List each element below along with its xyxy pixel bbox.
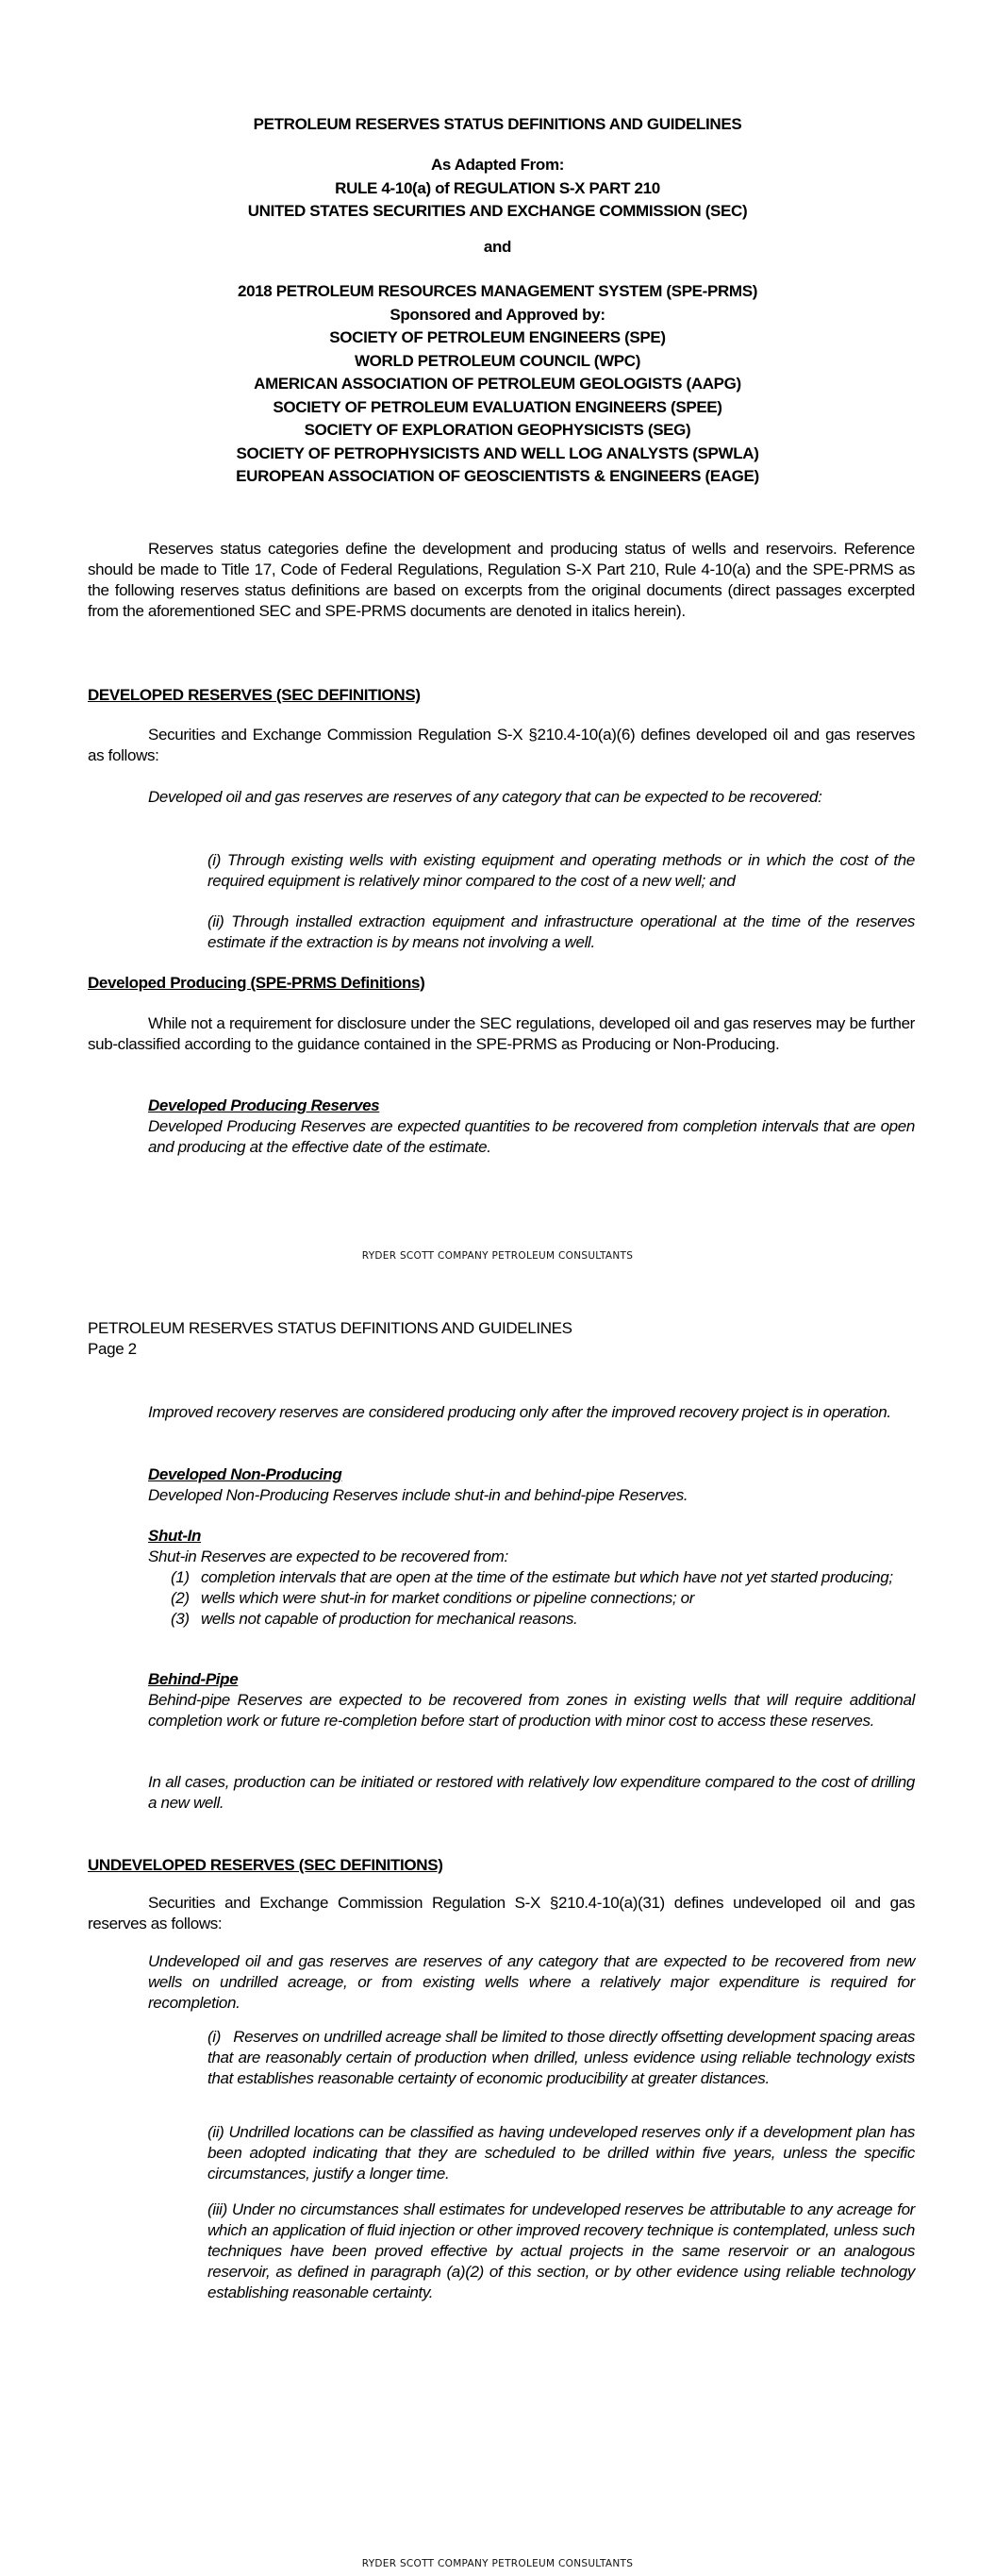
sponsor-line: 2018 PETROLEUM RESOURCES MANAGEMENT SYSTEM (SPE-PRMS) <box>237 282 758 300</box>
document-title: PETROLEUM RESERVES STATUS DEFINITIONS AND GUIDELINES <box>253 115 742 133</box>
dnp-heading: Developed Non-Producing <box>148 1465 342 1483</box>
dpr-heading: Developed Producing Reserves <box>148 1096 380 1114</box>
and-text: and <box>483 238 512 256</box>
dnp-text: Developed Non-Producing Reserves include shut-in and behind-pipe Reserves. <box>148 1486 688 1504</box>
sponsor-line: Sponsored and Approved by: <box>390 305 605 324</box>
undeveloped-paragraph: Securities and Exchange Commission Regulation S-X §210.4-10(a)(31) defines undeveloped oil and gas reserves as follows: <box>88 1894 915 1932</box>
developed-clause-i: (i) Through existing wells with existing equipment and operating methods or in which the cost of the required equipment is relatively minor compared to the cost of a new well; and <box>207 851 915 890</box>
undeveloped-quote: Undeveloped oil and gas reserves are reserves of any category that are expected to be recovered from new wells on undrilled acreage, or from existing wells where a relatively major expenditure is required for recompletion. <box>148 1952 915 2012</box>
list-item <box>148 1567 915 1588</box>
shut-in-list <box>148 1567 915 1630</box>
adapted-line: RULE 4-10(a) of REGULATION S-X PART 210 <box>335 178 660 197</box>
adapted-line: UNITED STATES SECURITIES AND EXCHANGE COMMISSION (SEC) <box>247 202 748 220</box>
sponsor-line: SOCIETY OF PETROLEUM EVALUATION ENGINEERS (SPEE) <box>273 397 722 416</box>
undeveloped-clause-i: (i) Reserves on undrilled acreage shall be limited to those directly offsetting development spacing areas that are reasonably certain of production when drilled, unless evidence using reliable technology exists that establishes reasonable certainty of economic producibility at greater distances. <box>207 2028 920 2087</box>
behind-pipe-text: Behind-pipe Reserves are expected to be recovered from zones in existing wells that will require additional completion work or future re-completion before start of production with minor cost to access these reserves. <box>148 1691 915 1730</box>
sponsor-line: SOCIETY OF PETROLEUM ENGINEERS (SPE) <box>329 328 666 346</box>
list-text: completion intervals that are open at the time of the estimate but which have not yet started producing; <box>201 1568 893 1586</box>
page-number: Page 2 <box>88 1340 137 1358</box>
company-footer-logo: RYDER SCOTT COMPANY PETROLEUM CONSULTANTS <box>361 2558 634 2569</box>
behind-pipe-heading: Behind-Pipe <box>148 1670 239 1688</box>
developed-reserves-heading: DEVELOPED RESERVES (SEC DEFINITIONS) <box>88 686 421 704</box>
developed-producing-heading: Developed Producing (SPE-PRMS Definitions) <box>88 974 425 992</box>
sponsor-line: SOCIETY OF EXPLORATION GEOPHYSICISTS (SEG) <box>304 421 691 439</box>
sponsor-line: SOCIETY OF PETROPHYSICISTS AND WELL LOG ANALYSTS (SPWLA) <box>236 443 759 462</box>
list-item <box>148 1609 915 1630</box>
developed-producing-paragraph: While not a requirement for disclosure under the SEC regulations, developed oil and gas reserves may be further sub-classified according to the guidance contained in the SPE-PRMS as Producing or Non-Producing. <box>88 1014 915 1053</box>
undeveloped-clause-iii: (iii) Under no circumstances shall estimates for undeveloped reserves be attributable to any acreage for which an application of fluid injection or other improved recovery technique is contemplated, unless such techniques have been proved effective by actual projects in the same reservoir or an analogous reservoir, as defined in paragraph (a)(2) of this section, or by other evidence using reliable technology establishing reasonable certainty. <box>207 2200 915 2301</box>
shut-in-heading: Shut-In <box>148 1527 202 1545</box>
list-number: (1) <box>171 1568 190 1586</box>
list-number: (2) <box>171 1589 190 1607</box>
developed-clause-ii: (ii) Through installed extraction equipment and infrastructure operational at the time of the reserves estimate if the extraction is by means not involving a well. <box>207 912 915 951</box>
intro-paragraph: Reserves status categories define the development and producing status of wells and reservoirs. Reference should be made to Title 17, Code of Federal Regulations, Regulation S-X Part 210, Rule 4-10(a) and the SPE-PRMS as the following reserves status definitions are based on excerpts from the original documents (direct passages excerpted from the aforementioned SEC and SPE-PRMS documents are denoted in italics herein). <box>88 540 915 620</box>
company-footer-logo: RYDER SCOTT COMPANY PETROLEUM CONSULTANTS <box>361 1250 634 1262</box>
developed-reserves-paragraph: Securities and Exchange Commission Regulation S-X §210.4-10(a)(6) defines developed oil and gas reserves as follows: <box>88 726 915 764</box>
dpr-text: Developed Producing Reserves are expected quantities to be recovered from completion intervals that are open and producing at the effective date of the estimate. <box>148 1117 915 1156</box>
list-item <box>148 1588 915 1609</box>
list-text: wells which were shut-in for market conditions or pipeline connections; or <box>201 1589 695 1607</box>
undeveloped-reserves-heading: UNDEVELOPED RESERVES (SEC DEFINITIONS) <box>88 1856 443 1874</box>
list-number: (3) <box>171 1610 190 1628</box>
adapted-from-block <box>0 154 995 224</box>
developed-quote: Developed oil and gas reserves are reserves of any category that can be expected to be recovered: <box>148 788 822 806</box>
undeveloped-clause-ii: (ii) Undrilled locations can be classified as having undeveloped reserves only if a development plan has been adopted indicating that they are scheduled to be drilled within five years, unless the specific circumstances, justify a longer time. <box>207 2123 915 2183</box>
list-text: wells not capable of production for mechanical reasons. <box>201 1610 578 1628</box>
improved-recovery-text: Improved recovery reserves are considered producing only after the improved recovery project is in operation. <box>148 1403 891 1421</box>
sponsors-block <box>0 280 995 489</box>
page-header-title: PETROLEUM RESERVES STATUS DEFINITIONS AND GUIDELINES <box>88 1319 572 1337</box>
sponsor-line: EUROPEAN ASSOCIATION OF GEOSCIENTISTS & ENGINEERS (EAGE) <box>236 467 759 485</box>
sponsor-line: WORLD PETROLEUM COUNCIL (WPC) <box>354 351 641 370</box>
page-header <box>88 1318 915 1360</box>
sponsor-line: AMERICAN ASSOCIATION OF PETROLEUM GEOLOGISTS (AAPG) <box>254 375 741 393</box>
adapted-line: As Adapted From: <box>430 156 565 174</box>
all-cases-text: In all cases, production can be initiated or restored with relatively low expenditure compared to the cost of drilling a new well. <box>148 1773 915 1812</box>
shut-in-text: Shut-in Reserves are expected to be recovered from: <box>148 1547 508 1565</box>
